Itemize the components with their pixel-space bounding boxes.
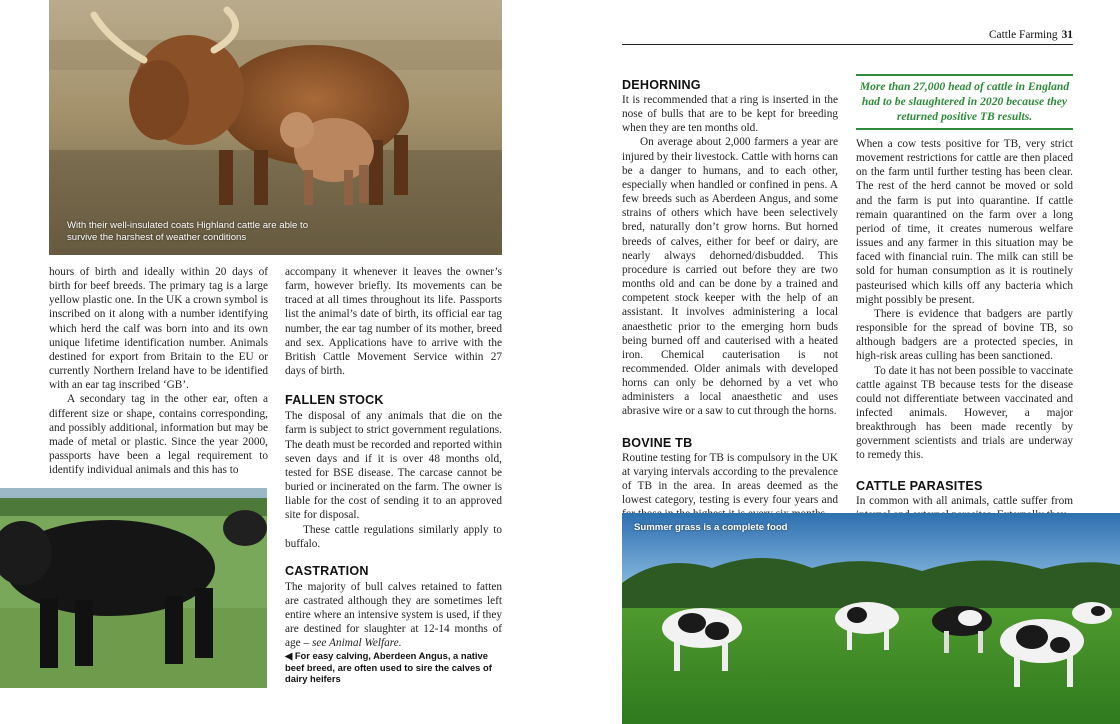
col1-paragraph-2: A secondary tag in the other ear, often a different size or shape, contains corresponding, and possibly additional, information but may be made of metal or plastic. Since the year 2000, passports have been a legal requirement to identify individual animals and this has to [49, 393, 268, 477]
bovine-tb-heading: BOVINE TB [622, 435, 693, 450]
bovine-tb-text [622, 451, 838, 522]
dehorning-paragraph-2: On average about 2,000 farmers a year are injured by their livestock. Cattle with horns can be a danger to humans, and to each other, especially when handled or confined in pens. A few breeds such as Aberdeen Angus, and some strains of others which have been selectively bred, naturally don’t grow horns. But horned breeds of calves, either for beef or dairy, are nearly always dehorned/disbudded. This procedure is carried out before they are two months old and can be done by a trained and competent stock keeper with the help of an assistant. It involves administering a local anaesthetic prior to the emerging horn buds being burned off and cauterised with a heated iron. Chemical cauterisation is not recommended. Older animals with developed horns can only be dehorned by a vet who administers a local anaesthetic and uses abrasive wire or a saw to cut through the horns. [622, 136, 838, 418]
pullquote-bottom-rule [856, 128, 1073, 130]
castration-see-also: – see Animal Welfare. [303, 637, 402, 650]
tb-paragraph-2: There is evidence that badgers are partly responsible for the spread of bovine TB, so although badgers are a protected species, in high-risk areas culling has been sanctioned. [856, 307, 1073, 363]
pullquote: More than 27,000 head of cattle in England had to be slaughtered in 2020 because they returned positive TB results. [859, 80, 1070, 123]
tb-paragraph-3: To date it has not been possible to vaccinate cattle against TB because tests for the disease could not differentiate between vaccinated and infected animals. However, a major breakthrough has been made recently by government scientists and trials are underway to remedy this. [856, 364, 1073, 462]
bovine-tb-paragraph-1: Routine testing for TB is compulsory in the UK at varying intervals according to the prevalence of TB in the area. In areas deemed as the lowest category, testing is every four years and [622, 451, 838, 507]
summer-grass-caption: Summer grass is a complete food [634, 522, 788, 533]
aberdeen-angus-image [0, 488, 267, 688]
angus-caption-text: For easy calving, Aberdeen Angus, a native beef breed, are often used to sire the calves of dairy heifers [285, 650, 492, 685]
angus-caption [285, 650, 500, 685]
dehorning-text [622, 93, 838, 419]
castration-heading: CASTRATION [285, 563, 369, 578]
running-head-section: Cattle Farming [988, 29, 1058, 41]
cattle-parasites-heading: CATTLE PARASITES [856, 478, 983, 493]
dairy-cows-image [622, 513, 1120, 724]
column-4 [856, 137, 1073, 522]
highland-cattle-photo [49, 0, 502, 255]
column-3 [622, 78, 838, 521]
fallen-stock-paragraph-2: These cattle regulations similarly apply to buffalo. [285, 523, 502, 550]
running-head-rule [622, 44, 1073, 45]
aberdeen-angus-photo [0, 488, 267, 688]
tb-text [856, 137, 1073, 463]
castration-text [285, 580, 502, 651]
fallen-stock-heading: FALLEN STOCK [285, 393, 384, 408]
running-head [960, 29, 1073, 41]
dehorning-paragraph-1: It is recommended that a ring is inserted in the nose of bulls that are to be kept for breeding when they are ten months old. [622, 94, 838, 135]
highland-cattle-image [49, 0, 502, 255]
column-1 [49, 265, 268, 477]
fallen-stock-text [285, 409, 502, 551]
dehorning-heading: DEHORNING [622, 78, 701, 92]
column-2 [285, 265, 502, 651]
fallen-stock-paragraph-1: The disposal of any animals that die on the farm is subject to strict government regulations. The death must be recorded and reported within seven days and if it is over 48 months old, tested for BSE disease. The carcase cannot be buried or incinerated on the farm. The owner is liable for the cost of sending it to an approved site for disposal. [285, 410, 502, 522]
tb-paragraph-1: When a cow tests positive for TB, very strict movement restrictions for cattle are then placed on the farm until further testing has been clear. The rest of the herd cannot be moved or sold and the farm is put into quarantine. If cattle remain quarantined on the farm over a long period of time, it creates numerous welfare issues and any farmer in this situation may be faced with financial ruin. The milk can still be sold for human consumption as it is routinely pasteurised which kills off any bacteria which might possibly be present. [856, 138, 1073, 306]
cow-5 [1072, 602, 1112, 624]
caption-arrow-icon: ◀ [285, 650, 293, 661]
col1-paragraph-1: hours of birth and ideally within 20 days of birth for beef breeds. The primary tag is a large yellow plastic one. In the UK a crown symbol is inscribed on it along with a number identifying which herd the calf was born into and its own unique lifetime identification number. Animals destined for export from Britain to the EU or currently Northern Ireland have to be identified with an ear tag inscribed ‘GB’. [49, 266, 268, 392]
pullquote-top-rule [856, 74, 1073, 76]
parasites-paragraph-1: In common with all animals, cattle suffer from [856, 494, 1073, 507]
castration-body: The majority of bull calves retained to fatten are castrated although they are sometimes left entire where an intensive system is used, if they are destined for slaughter at 12-14 months of age [285, 580, 502, 650]
castration-paragraph-1 [285, 580, 502, 651]
col2-paragraph-1: accompany it whenever it leaves the owner’s farm, however briefly. Its movements can be traced at all times throughout its life. Passports list the animal’s date of birth, its official ear tag number, the ear tag number of its mother, breed and sex. Applications have to arrive with the British Cattle Movement Service within 27 days of birth. [285, 266, 502, 378]
summer-grass-photo [622, 513, 1120, 724]
page-number: 31 [1061, 29, 1073, 41]
highland-caption: With their well-insulated coats Highland cattle are able to survive the harshest of weather conditions [67, 220, 309, 243]
